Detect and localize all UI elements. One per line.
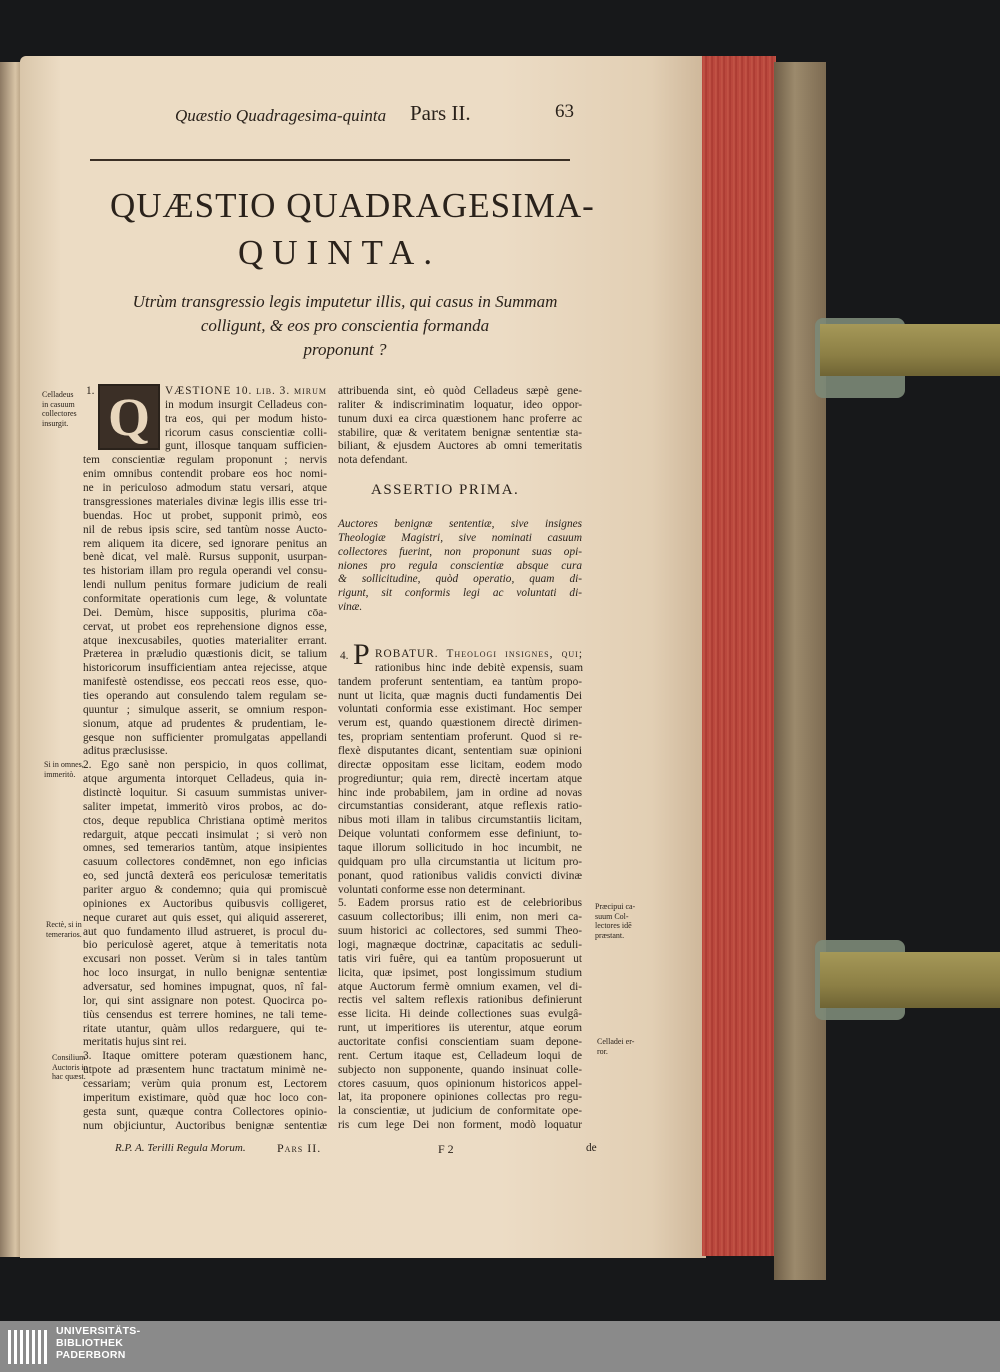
text-line: lendi nullum penitus formare judicium de reali bbox=[83, 579, 327, 592]
text-line: verum est, quando quæstionem directè dirimen- bbox=[338, 717, 582, 730]
text-line: aut quo fundamento illud astrueret, is procul du- bbox=[83, 925, 327, 938]
text-line: atque argumenta intorquet Celladeus, quia in- bbox=[83, 773, 327, 786]
text-line: enim omnibus contendit probare eos hoc nomi- bbox=[83, 468, 327, 481]
text-line: aditus præclusisse. bbox=[83, 745, 168, 758]
text-line: atque Auctorum fermè omnium examen, vel di- bbox=[338, 980, 582, 993]
text-line: tes historiam illam pro regula operandi vel consu- bbox=[83, 565, 327, 578]
text-line: quidquam pro ulla circumstantia ut licitum pro- bbox=[338, 855, 582, 868]
text-line: stabilire, quæ & veritatem benignæ sententiæ sta- bbox=[338, 426, 582, 439]
text-line: rectis vel saltem reflexis rationibus definierunt bbox=[338, 994, 582, 1007]
clasp-lower bbox=[820, 952, 1000, 1008]
right-column-text bbox=[338, 676, 582, 1133]
text-line: circumstantias considerant, atque reflexis ratio- bbox=[338, 800, 582, 813]
margin-note-line: collectores bbox=[42, 409, 77, 418]
text-line: 5. Eadem prorsus ratio est de celebrioribus bbox=[338, 897, 582, 910]
text-line: casuum collectores condēmnet, non ego inficias bbox=[83, 856, 327, 869]
question-subtitle bbox=[110, 290, 580, 362]
margin-note-line: suum Col- bbox=[595, 911, 629, 921]
text-line: logi, magnæque doctrinæ, capacitatis ac seduli- bbox=[338, 939, 582, 952]
text-line: saliter impetat, immeritò viros probos, ac do- bbox=[83, 800, 327, 813]
text-line: gunt, illosque tanquam sufficien- bbox=[165, 440, 327, 453]
text-line: excusari non posset. Verùm si in tales tantùm bbox=[83, 953, 327, 966]
text-line: biliant, & ejusdem Auctores ab omni temeritatis bbox=[338, 440, 582, 453]
text-line: manifestè ostendisse, eos peccati reos esse, quo- bbox=[83, 676, 327, 689]
text-line: benè dicat, vel malè. Rursus supponit, usurpan- bbox=[83, 551, 327, 564]
text-line: quuntur ; simulque asserit, se omnium respon- bbox=[83, 703, 327, 716]
text-line: transgressiones materiales divinæ legis illis esse tri- bbox=[83, 495, 327, 508]
margin-note-line: hac quæst. bbox=[52, 1072, 86, 1081]
text-line: raliter & indiscriminatim loquatur, ideo oppor- bbox=[338, 398, 582, 411]
text-line: rem aliquem ita dicere, sed ignorare penitus an bbox=[83, 537, 327, 550]
text-line: buendas. Hoc ut probet, supponit primò, eos bbox=[83, 509, 327, 522]
library-logo-text bbox=[56, 1325, 140, 1361]
library-footer-bar bbox=[0, 1321, 1000, 1372]
text-line: sionum, atque ad prudentes & prudentiam, le- bbox=[83, 717, 327, 730]
assertion-heading: ASSERTIO PRIMA. bbox=[371, 482, 520, 498]
text-line: rationibus hinc inde debitè expensis, suam bbox=[375, 661, 583, 674]
text-line: utpote ad præsentem hunc tractatum minimè ne- bbox=[83, 1064, 327, 1077]
text-line: auctoritate confisi conscientiam suam depone- bbox=[338, 1036, 582, 1049]
text-line: progrediuntur; quia rem, directè incertam atque bbox=[338, 772, 582, 785]
text-line: ties operando aut consulendo talem regulam se- bbox=[83, 690, 327, 702]
text-line: flexè disputantes dicant, sententiam suæ opinioni bbox=[338, 744, 582, 757]
text-line: hoc loco insurgat, in nullo benignæ sententiæ bbox=[83, 967, 327, 980]
text-line: tiùs censendus est terrere homines, ne tali teme- bbox=[83, 1008, 327, 1021]
text-line: num objiciuntur, Auctoribus benignæ sententiæ bbox=[83, 1119, 327, 1132]
text-line: ctos, deque republica Christiana optimè meritos bbox=[83, 814, 327, 827]
margin-note-line: insurgit. bbox=[42, 418, 69, 428]
text-line: lat, ita proponere opiniones collectas pro regu- bbox=[338, 1091, 582, 1104]
text-line: in modum insurgit Celladeus con- bbox=[165, 398, 327, 411]
text-line: nibus moti illam in talibus circumstantiis licitam, bbox=[338, 814, 582, 827]
margin-note-line: Si in omnes, bbox=[44, 760, 84, 769]
assertion-text bbox=[338, 517, 582, 614]
margin-note-line: Præcipui ca- bbox=[595, 902, 636, 911]
text-line: ritate utantur, quàm ullos redarguere, qui te- bbox=[83, 1022, 327, 1035]
text-line: tatis viri fuêre, qui ea tantùm proposuerunt ut bbox=[338, 952, 582, 965]
text-line: cessariam; verùm quia pronum est, Lectorem bbox=[83, 1078, 327, 1091]
text-line: nota defendant. bbox=[338, 454, 408, 467]
footer-book-title: R.P. A. Terilli Regula Morum. bbox=[115, 1142, 246, 1154]
library-logo-icon bbox=[8, 1328, 50, 1366]
text-line: meritatis hujus sint rei. bbox=[83, 1036, 187, 1049]
logo-line: BIBLIOTHEK bbox=[56, 1337, 124, 1349]
text-line: conformitate operationis cum lege, & voluntate bbox=[83, 592, 327, 605]
footer-part: Pars II. bbox=[277, 1141, 322, 1155]
text-line: hinc inde probabilem, jam in ordine ad novas bbox=[338, 786, 582, 799]
red-page-edges bbox=[702, 56, 776, 1256]
subtitle-line: colligunt, & eos pro conscientia formanda bbox=[200, 316, 490, 335]
paragraph-number: 4. bbox=[340, 650, 349, 662]
margin-note-line: Auctoris in bbox=[52, 1062, 88, 1072]
text-line: subjecto non supponente, quando insinuat colle- bbox=[338, 1063, 582, 1076]
facing-page-edge bbox=[0, 62, 22, 1257]
text-line: pariter arguo & condemno; quia qui promiscuè bbox=[83, 884, 327, 897]
text-line: opiniones ex Auctoribus quibusvis colligeret, bbox=[83, 897, 327, 910]
question-title-line2: QUINTA. bbox=[238, 233, 442, 272]
margin-note bbox=[42, 390, 77, 428]
text-line: tem conscientiæ regulam proponunt ; nervis bbox=[83, 454, 327, 467]
margin-note bbox=[44, 760, 84, 779]
text-line: historicorum insufficientiam antea rejecisse, atque bbox=[83, 662, 327, 675]
question-title-line1: QUÆSTIO QUADRAGESIMA- bbox=[110, 186, 595, 225]
text-line: la conscientiæ, ut judicium de conformitate ope- bbox=[338, 1105, 582, 1118]
text-line: niones pro regula conscientiæ absque cura bbox=[338, 559, 582, 572]
text-line: gesque non sufficienter promulgatas appellandi bbox=[83, 731, 327, 744]
text-line: ricorum casus conscientiæ colli- bbox=[165, 426, 327, 439]
text-line: cervat, ut probet eos reprehensione dignos esse, bbox=[83, 620, 327, 633]
text-line: tunum duxi ea circa quæstionem hanc proferre ac bbox=[338, 412, 582, 425]
text-line: tandem proferunt sententiam, ea tantùm propo- bbox=[338, 675, 582, 688]
text-line: voluntati conforme esse non determinant. bbox=[338, 883, 526, 896]
text-line: voluntati conformia esse existimant. Hoc semper bbox=[338, 703, 582, 716]
catchword: de bbox=[586, 1142, 597, 1154]
right-column-continuation bbox=[338, 385, 582, 468]
margin-note-line: in casuum bbox=[42, 399, 75, 409]
text-line: tra eos, qui per modum histo- bbox=[165, 412, 327, 425]
margin-note-line: præstant. bbox=[595, 930, 625, 940]
subtitle-line: Utrùm transgressio legis imputetur illis, qui casus in Summam bbox=[132, 292, 558, 311]
paragraph-4-opening bbox=[375, 648, 583, 676]
text-line: Auctores benignæ sententiæ, sive insignes bbox=[338, 518, 582, 530]
text-line: imperitum existimare, quòd quæ hoc loco con- bbox=[83, 1091, 327, 1104]
text-line: distinctè loquitur. Si casuum summistas univer- bbox=[83, 787, 327, 800]
margin-note bbox=[595, 902, 635, 940]
text-line: gesta sunt, quæque contra Collectores opinio- bbox=[83, 1105, 327, 1118]
text-line: adversatur, sed homines impugnat, quos, nî fal- bbox=[83, 981, 327, 994]
signature-mark: F 2 bbox=[438, 1142, 454, 1156]
text-line: 2. Ego sanè non perspicio, in quos collimat, bbox=[83, 759, 327, 772]
book-cover-board bbox=[774, 62, 826, 1280]
text-line: eo, sed junctâ dexterâ eos periculosæ temeritatis bbox=[83, 870, 327, 883]
text-line: taque illorum sollicitudo in hoc incumbit, ne bbox=[338, 842, 582, 854]
text-line: atque inexcusabiles, quoties materialiter errant. bbox=[83, 634, 327, 647]
margin-note bbox=[46, 920, 82, 939]
page-number: 63 bbox=[555, 101, 574, 122]
text-line: ris cum lege Dei non forment, modò loquatur bbox=[338, 1119, 582, 1132]
logo-line: PADERBORN bbox=[56, 1349, 126, 1361]
margin-note bbox=[52, 1053, 88, 1082]
text-line: ponant, quod rationibus validis convicti divinæ bbox=[338, 869, 582, 882]
text-line: lor, qui sint assignare non potest. Quocirca po- bbox=[83, 994, 327, 1007]
text-line: casuum collectoribus; illi enim, non meri ca- bbox=[338, 911, 582, 924]
text-line: tes, propriam sententiam proferunt. Quod si re- bbox=[338, 731, 582, 744]
logo-line: UNIVERSITÄTS- bbox=[56, 1325, 141, 1337]
margin-note-line: immeritò. bbox=[44, 769, 76, 779]
text-line: neque curaret aut quis esset, qui aliquid assereret, bbox=[83, 911, 327, 924]
text-line: rent. Certum itaque est, Celladeum loqui de bbox=[338, 1049, 582, 1062]
text-line: ROBATUR. Theologi insignes, qui; bbox=[375, 648, 583, 660]
text-line: redarguit, atque peccati insimulat ; si verò non bbox=[83, 828, 327, 841]
margin-note-line: Rectè, si in bbox=[46, 920, 82, 929]
drop-cap-letter: P bbox=[353, 638, 370, 671]
text-line: attribuenda sint, eò quòd Celladeus sæpè gene- bbox=[338, 385, 582, 397]
text-line: omnes, sed temerarios tantùm, atque insipientes bbox=[83, 842, 327, 855]
text-line: esse licita. Hi deinde collectiones suas evulgâ- bbox=[338, 1008, 582, 1021]
text-line: VÆSTIONE 10. lib. 3. mirum bbox=[165, 385, 327, 397]
text-line: Deique voluntati conformem esse definiunt, to- bbox=[338, 828, 582, 841]
text-line: nil de rebus ipsis scire, sed tantùm nosse Aucto- bbox=[83, 523, 327, 536]
text-line: & sollicitudine, quòd operatio, quam di- bbox=[338, 573, 582, 586]
text-line: Præterea in præludio quæstionis dicit, se talium bbox=[83, 648, 327, 661]
margin-note bbox=[597, 1037, 634, 1056]
text-line: bio periculosè ageret, atque à temeritatis nota bbox=[83, 939, 327, 952]
text-line: vinæ. bbox=[338, 601, 363, 614]
text-line: ne in periculoso admodum statu versari, atque bbox=[83, 482, 327, 495]
running-part: Pars II. bbox=[410, 101, 471, 125]
margin-note-line: Celladeus bbox=[42, 390, 74, 399]
paragraph-1-opening bbox=[165, 385, 327, 454]
subtitle-line: proponunt ? bbox=[303, 340, 387, 359]
text-line: suum historici ac collectores, sed summi Theo- bbox=[338, 925, 582, 938]
text-line: Theologiæ Magistri, sive nominati casuum bbox=[338, 531, 582, 544]
text-line: licita, quæ ipsimet, post longissimum studium bbox=[338, 966, 582, 979]
text-line: directæ oppositam esse licitam, eodem modo bbox=[338, 758, 582, 771]
clasp-upper bbox=[820, 324, 1000, 376]
text-line: Dei. Demùm, hisce suppositis, plurima cōa- bbox=[83, 606, 327, 619]
text-line: rigunt, sit conformis legi ac voluntati di- bbox=[338, 587, 582, 600]
text-line: nunt ut licita, quæ magnis ducti fundamentis Dei bbox=[338, 689, 582, 702]
margin-note-line: Celladei er- bbox=[597, 1037, 635, 1046]
text-line: ctores casuum, quos opinionum historicos appel- bbox=[338, 1077, 582, 1090]
header-rule bbox=[90, 159, 570, 161]
ornamental-drop-cap bbox=[98, 384, 160, 450]
text-line: 3. Itaque omittere poteram quæstionem hanc, bbox=[83, 1050, 327, 1063]
text-line: collectores fuerint, non proponunt suas opi- bbox=[338, 545, 582, 558]
left-column-text bbox=[83, 454, 327, 1133]
margin-note-line: ror. bbox=[597, 1046, 608, 1056]
text-line: runt, ut imperitiores iis uterentur, atque eorum bbox=[338, 1022, 582, 1035]
drop-cap-letter: Q bbox=[107, 387, 150, 447]
paragraph-number: 1. bbox=[86, 385, 95, 397]
running-title: Quæstio Quadragesima-quinta bbox=[175, 106, 387, 125]
margin-note-line: lectores idē bbox=[595, 921, 632, 930]
margin-note-line: temerarios. bbox=[46, 929, 82, 939]
margin-note-line: Consilium bbox=[52, 1053, 86, 1062]
